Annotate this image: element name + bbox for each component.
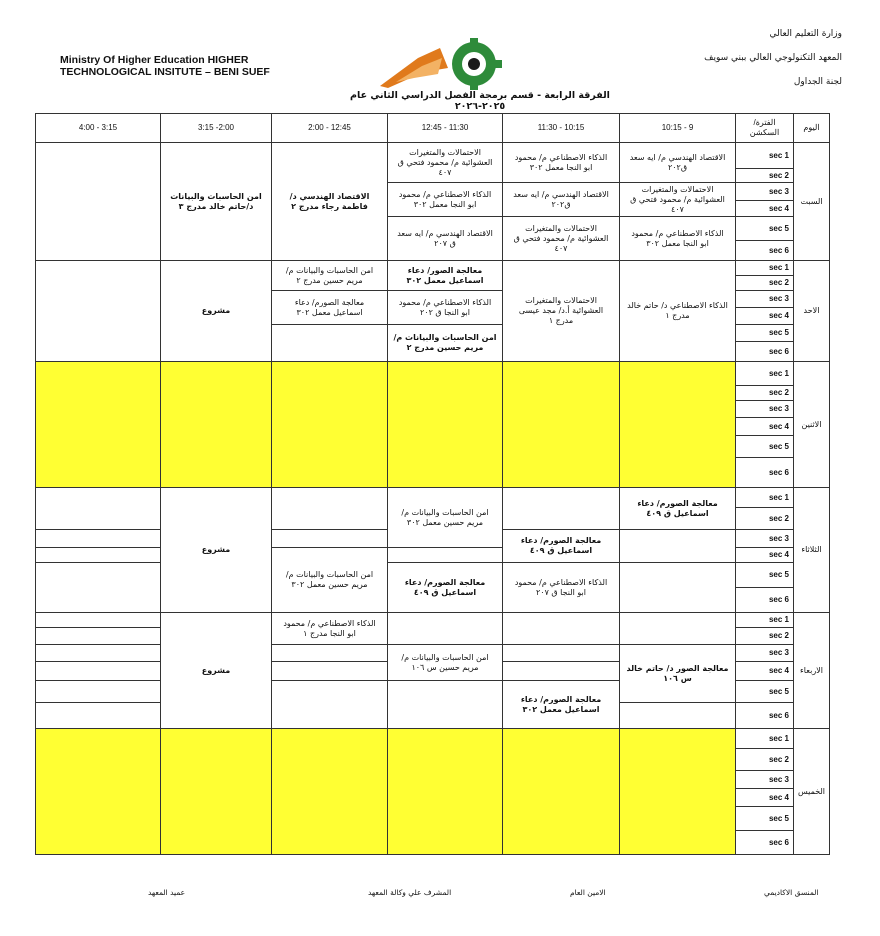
empty-cell [272, 530, 388, 548]
sec-label: sec 5 [736, 325, 794, 342]
holiday-cell [36, 729, 161, 855]
col-p4: 12:45 - 2:00 [272, 114, 388, 143]
sec-label: sec 6 [736, 831, 794, 855]
institute-name-line1: Ministry Of Higher Education HIGHER [60, 54, 249, 66]
col-p1: 9 - 10:15 [620, 114, 736, 143]
signature-vice-dean: المشرف علي وكالة المعهد [368, 888, 452, 897]
class-cell: امن الحاسبات والبيانات م/ مريم حسين مدرج ٢ [272, 261, 388, 291]
holiday-cell [161, 362, 272, 488]
class-cell: الذكاء الاصطناعي م/ محمود ابو النجا معمل ٣٠٢ [620, 217, 736, 261]
class-cell: معالجة الصورم/ دعاء اسماعيل ق ٤٠٩ [503, 530, 620, 563]
sec-label: sec 3 [736, 771, 794, 789]
class-cell: امن الحاسبات والبيانات م/ مريم حسين معمل ٣٠٢ [272, 548, 388, 613]
sec-label: sec 1 [736, 143, 794, 169]
empty-cell [36, 613, 161, 628]
sec-label: sec 1 [736, 613, 794, 628]
institute-logo-icon [378, 38, 506, 90]
empty-cell [272, 325, 388, 362]
day-monday: الاثنين [794, 362, 830, 488]
class-cell: مشروع [161, 613, 272, 729]
sec-label: sec 3 [736, 530, 794, 548]
empty-cell [36, 563, 161, 613]
empty-cell [36, 662, 161, 681]
empty-cell [620, 613, 736, 645]
institute-ar: المعهد التكنولوجي العالي ببني سويف [704, 53, 842, 63]
sec-label: sec 4 [736, 418, 794, 436]
empty-cell [388, 548, 503, 563]
sec-label: sec 4 [736, 201, 794, 217]
empty-cell [503, 488, 620, 530]
signature-academic-coordinator: المنسق الاكاديمي [764, 888, 819, 897]
col-p6: 3:15 - 4:00 [36, 114, 161, 143]
sec-label: sec 6 [736, 588, 794, 613]
col-p5: 2:00- 3:15 [161, 114, 272, 143]
institute-name-en [60, 54, 270, 78]
class-cell: الاحتمالات والمتغيرات العشوائية م/ محمود فتحي ق ٤٠٧ [388, 143, 503, 183]
class-cell: معالجة الصورم/ دعاء اسماعيل ق ٤٠٩ [620, 488, 736, 530]
sec-label: sec 6 [736, 703, 794, 729]
class-cell: امن الحاسبات والبيانات د/حاتم خالد مدرج ٣ [161, 143, 272, 261]
sec-label: sec 6 [736, 342, 794, 362]
empty-cell [388, 613, 503, 645]
day-thursday: الخميس [794, 729, 830, 855]
col-p3: 11:30 - 12:45 [388, 114, 503, 143]
schedule-table [35, 113, 830, 855]
sec-label: sec 2 [736, 276, 794, 291]
sec-label: sec 3 [736, 291, 794, 308]
empty-cell [36, 530, 161, 548]
day-tuesday: الثلاثاء [794, 488, 830, 613]
empty-cell [503, 645, 620, 662]
class-cell: معالجة الصور د/ حاتم خالد س ١٠٦ [620, 645, 736, 703]
holiday-cell [620, 729, 736, 855]
class-cell: معالجة الصورم/ دعاء اسماعيل ق ٤٠٩ [388, 563, 503, 613]
sec-label: sec 1 [736, 729, 794, 749]
empty-cell [36, 628, 161, 645]
sec-label: sec 5 [736, 217, 794, 241]
sec-label: sec 3 [736, 183, 794, 201]
sec-label: sec 2 [736, 628, 794, 645]
class-cell: مشروع [161, 261, 272, 362]
class-cell: معالجة الصور/ دعاء اسماعيل معمل ٣٠٢ [388, 261, 503, 291]
holiday-cell [388, 729, 503, 855]
sec-label: sec 1 [736, 362, 794, 386]
ministry-ar: وزارة التعليم العالي [769, 29, 842, 39]
holiday-cell [503, 729, 620, 855]
col-p2: 10:15 - 11:30 [503, 114, 620, 143]
empty-cell [620, 530, 736, 563]
empty-cell [36, 261, 161, 362]
schedule-title: الفرقة الرابعة - قسم برمجة الفصل الدراسي الثاني عام ٢٠٢٥-٢٠٢٦ [350, 90, 610, 112]
empty-cell [272, 645, 388, 662]
sec-label: sec 1 [736, 261, 794, 276]
day-sunday: الاحد [794, 261, 830, 362]
signature-secretary-general: الامين العام [570, 888, 606, 897]
sec-label: sec 4 [736, 789, 794, 807]
class-cell: الذكاء الاصطناعي م/ محمود ابو النجا معمل ٣٠٢ [388, 183, 503, 217]
class-cell: امن الحاسبات والبيانات م/ مريم حسين س ١٠٦ [388, 645, 503, 681]
class-cell: الاقتصاد الهندسي م/ ايه سعد ق٢٠٢ [503, 183, 620, 217]
class-cell: الذكاء الاصطناعي م/ محمود ابو النجا ق ٢٠٢ [388, 291, 503, 325]
holiday-cell [272, 362, 388, 488]
class-cell: امن الحاسبات والبيانات م/ مريم حسين معمل ٣٠٢ [388, 488, 503, 548]
holiday-cell [503, 362, 620, 488]
empty-cell [388, 681, 503, 729]
empty-cell [272, 681, 388, 729]
empty-cell [272, 662, 388, 681]
class-cell: الاقتصاد الهندسي م/ ايه سعد ق٢٠٢ [620, 143, 736, 183]
holiday-cell [388, 362, 503, 488]
sec-label: sec 2 [736, 749, 794, 771]
sec-label: sec 3 [736, 645, 794, 662]
sec-label: sec 2 [736, 169, 794, 183]
sec-label: sec 2 [736, 508, 794, 530]
header-row [36, 114, 830, 143]
class-cell: الاقتصاد الهندسي م/ ايه سعد ق ٢٠٧ [388, 217, 503, 261]
class-cell: الاحتمالات والمتغيرات العشوائية أ.د/ مجد عيسى مدرج ١ [503, 261, 620, 362]
day-wednesday: الاربعاء [794, 613, 830, 729]
class-cell: مشروع [161, 488, 272, 613]
empty-cell [36, 645, 161, 662]
class-cell: الذكاء الاصطناعي م/ محمود ابو النجا مدرج ١ [272, 613, 388, 645]
col-period: الفترة/ السكشن [736, 114, 794, 143]
sec-label: sec 4 [736, 308, 794, 325]
institute-name-line2: TECHNOLOGICAL INSITUTE – BENI SUEF [60, 66, 270, 78]
signature-dean: عميد المعهد [148, 888, 186, 897]
day-saturday: السبت [794, 143, 830, 261]
sec-label: sec 5 [736, 681, 794, 703]
class-cell: الاقتصاد الهندسي د/ فاطمة رجاء مدرج ٢ [272, 143, 388, 261]
sec-label: sec 6 [736, 241, 794, 261]
sec-label: sec 4 [736, 662, 794, 681]
institute-name-ar [704, 22, 842, 94]
sec-label: sec 2 [736, 386, 794, 401]
sec-label: sec 5 [736, 807, 794, 831]
class-cell: الاحتمالات والمتغيرات العشوائية م/ محمود فتحي ق ٤٠٧ [620, 183, 736, 217]
sec-label: sec 4 [736, 548, 794, 563]
empty-cell [620, 563, 736, 613]
empty-cell [620, 703, 736, 729]
class-cell: الذكاء الاصطناعي م/ محمود ابو النجا ق ٢٠٧ [503, 563, 620, 613]
sec-label: sec 1 [736, 488, 794, 508]
empty-cell [36, 488, 161, 530]
holiday-cell [620, 362, 736, 488]
sec-label: sec 5 [736, 436, 794, 458]
committee-ar: لجنة الجداول [793, 77, 842, 87]
empty-cell [36, 703, 161, 729]
class-cell: الاحتمالات والمتغيرات العشوائية م/ محمود فتحي ق ٤٠٧ [503, 217, 620, 261]
class-cell: الذكاء الاصطناعي م/ محمود ابو النجا معمل ٣٠٢ [503, 143, 620, 183]
empty-cell [503, 613, 620, 645]
holiday-cell [161, 729, 272, 855]
col-day: اليوم [794, 114, 830, 143]
class-cell: معالجة الصورم/ دعاء اسماعيل معمل ٣٠٢ [503, 681, 620, 729]
empty-cell [272, 488, 388, 530]
sec-label: sec 3 [736, 401, 794, 418]
class-cell: الذكاء الاصطناعي د/ حاتم خالد مدرج ١ [620, 261, 736, 362]
empty-cell [36, 681, 161, 703]
holiday-cell [272, 729, 388, 855]
sec-label: sec 5 [736, 563, 794, 588]
class-cell: امن الحاسبات والبيانات م/ مريم حسين مدرج ٢ [388, 325, 503, 362]
empty-cell [503, 662, 620, 681]
holiday-cell [36, 362, 161, 488]
sec-label: sec 6 [736, 458, 794, 488]
class-cell: معالجة الصورم/ دعاء اسماعيل معمل ٣٠٢ [272, 291, 388, 325]
empty-cell [36, 548, 161, 563]
empty-cell [36, 143, 161, 261]
